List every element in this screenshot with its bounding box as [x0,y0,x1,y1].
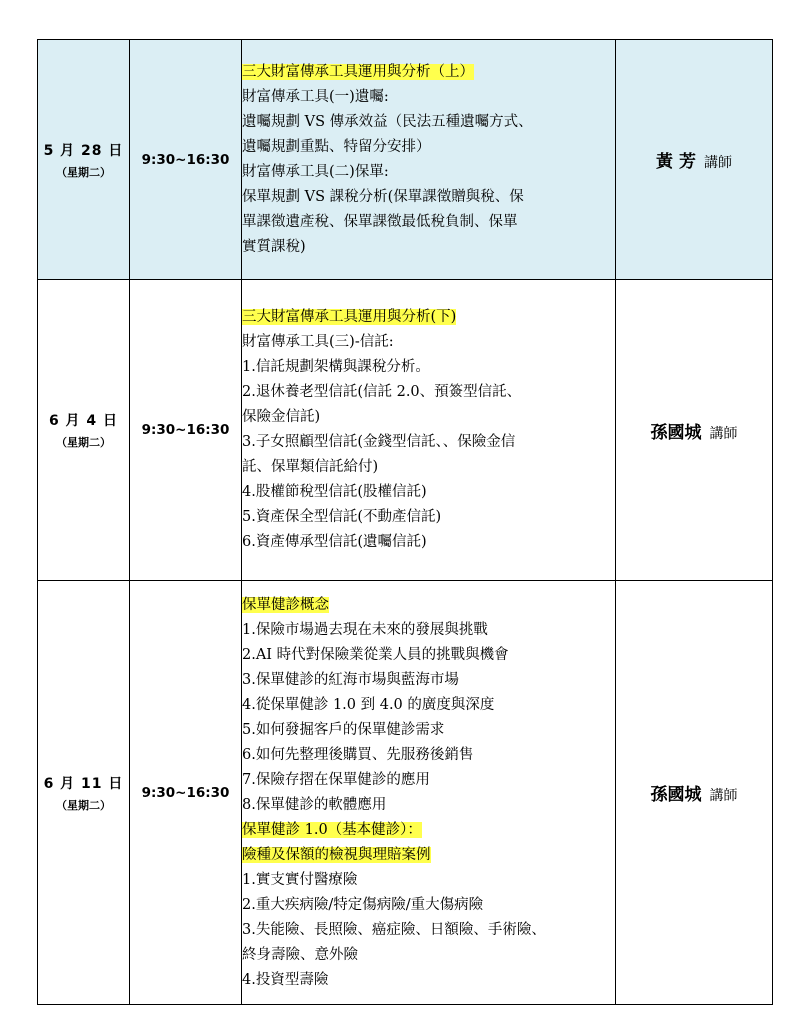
line-text: 3.保單健診的紅海市場與藍海市場 [242,671,459,688]
content-line [242,668,615,693]
session-time: 9:30~16:30 [130,40,242,280]
content-line [242,743,615,768]
content-line [242,160,615,185]
lecturer-cell [616,280,773,581]
content-line [242,235,615,260]
content-line [242,968,615,993]
session-content [242,280,616,581]
line-text: 2.AI 時代對保險業從業人員的挑戰與機會 [242,646,509,663]
line-text: 1.信託規劃架構與課稅分析。 [242,359,430,375]
content-line [242,455,615,480]
content-line [242,505,615,530]
line-text: 單課徵遺產稅、保單課徵最低稅負制、保單 [242,213,518,230]
line-text: 遺囑規劃重點、特留分安排） [242,138,431,155]
session-date: 6 月 11 日 [43,775,124,792]
content-line [242,355,615,380]
line-text: 2.退休養老型信託(信託 2.0、預簽型信託、 [242,384,522,400]
content-line [242,480,615,505]
content-line [242,768,615,793]
content-line [242,85,615,110]
line-text: 遺囑規劃 VS 傳承效益（民法五種遺囑方式、 [242,113,533,130]
session-weekday: （星期二） [56,798,111,812]
line-text: 3.失能險、長照險、癌症險、日額險、手術險、 [242,921,546,938]
line-text: 3.子女照顧型信託(金錢型信託、、保險金信 [242,434,516,450]
line-text: 5.資產保全型信託(不動產信託) [242,509,442,525]
content-heading [242,305,615,330]
content-line [242,210,615,235]
content-line [242,793,615,818]
schedule-table [37,39,773,1005]
session-weekday: （星期二） [56,436,111,449]
content-heading [242,843,615,868]
lecturer-name: 孫國城 [650,785,702,805]
session-date: 5 月 28 日 [43,142,124,159]
session-content [242,581,616,1005]
content-line [242,405,615,430]
heading-text: 保單健診概念 [242,596,329,613]
content-line [242,918,615,943]
line-text: 財富傳承工具(一)遺囑: [242,88,389,105]
content-line [242,643,615,668]
content-heading [242,593,615,618]
content-line [242,718,615,743]
session-date: 6 月 4 日 [48,413,119,429]
line-text: 財富傳承工具(二)保單: [242,163,389,180]
line-text: 1.實支實付醫療險 [242,871,358,888]
lecturer-title: 講師 [709,425,738,442]
content-line [242,618,615,643]
session-row [38,581,773,1005]
content-heading [242,818,615,843]
content-line [242,185,615,210]
line-text: 保單規劃 VS 課稅分析(保單課徵贈與稅、保 [242,188,524,205]
line-text: 4.從保單健診 1.0 到 4.0 的廣度與深度 [242,696,495,713]
lecturer-name: 孫國城 [650,422,702,443]
line-text: 4.投資型壽險 [242,971,329,988]
line-text: 2.重大疾病險/特定傷病險/重大傷病險 [242,896,484,913]
line-text: 6.如何先整理後購買、先服務後銷售 [242,746,474,763]
line-text: 6.資產傳承型信託(遺囑信託) [242,534,427,550]
content-heading [242,60,615,85]
date-cell [38,581,130,1005]
content-line [242,693,615,718]
session-row [38,40,773,280]
content-line [242,380,615,405]
line-text: 1.保險市場過去現在未來的發展與挑戰 [242,621,488,638]
line-text: 終身壽險、意外險 [242,946,358,963]
heading-text: 三大財富傳承工具運用與分析(下) [242,309,457,325]
session-weekday: （星期二） [56,165,111,179]
content-line [242,530,615,555]
content-line [242,110,615,135]
date-cell [38,280,130,581]
date-cell [38,40,130,280]
line-text: 8.保單健診的軟體應用 [242,796,387,813]
content-line [242,135,615,160]
lecturer-title: 講師 [703,155,732,171]
content-line [242,430,615,455]
line-text: 財富傳承工具(三)-信託: [242,334,394,350]
lecturer-name: 黃 芳 [656,152,696,172]
line-text: 保險金信託) [242,409,321,425]
content-line [242,943,615,968]
content-line [242,868,615,893]
line-text: 5.如何發掘客戶的保單健診需求 [242,721,445,738]
content-line [242,893,615,918]
session-time: 9:30~16:30 [130,581,242,1005]
session-row [38,280,773,581]
heading-text: 三大財富傳承工具運用與分析（上） [242,63,474,80]
lecturer-cell [616,40,773,280]
line-text: 託、保單類信託給付) [242,459,379,475]
line-text: 4.股權節稅型信託(股權信託) [242,484,427,500]
session-content [242,40,616,280]
line-text: 實質課稅) [242,238,306,255]
line-text: 7.保險存摺在保單健診的應用 [242,771,430,788]
heading-text: 保單健診 1.0（基本健診）： [242,821,422,838]
content-line [242,330,615,355]
heading-text: 險種及保額的檢視與理賠案例 [242,846,431,863]
lecturer-title: 講師 [709,788,738,804]
lecturer-cell [616,581,773,1005]
session-time: 9:30~16:30 [130,280,242,581]
